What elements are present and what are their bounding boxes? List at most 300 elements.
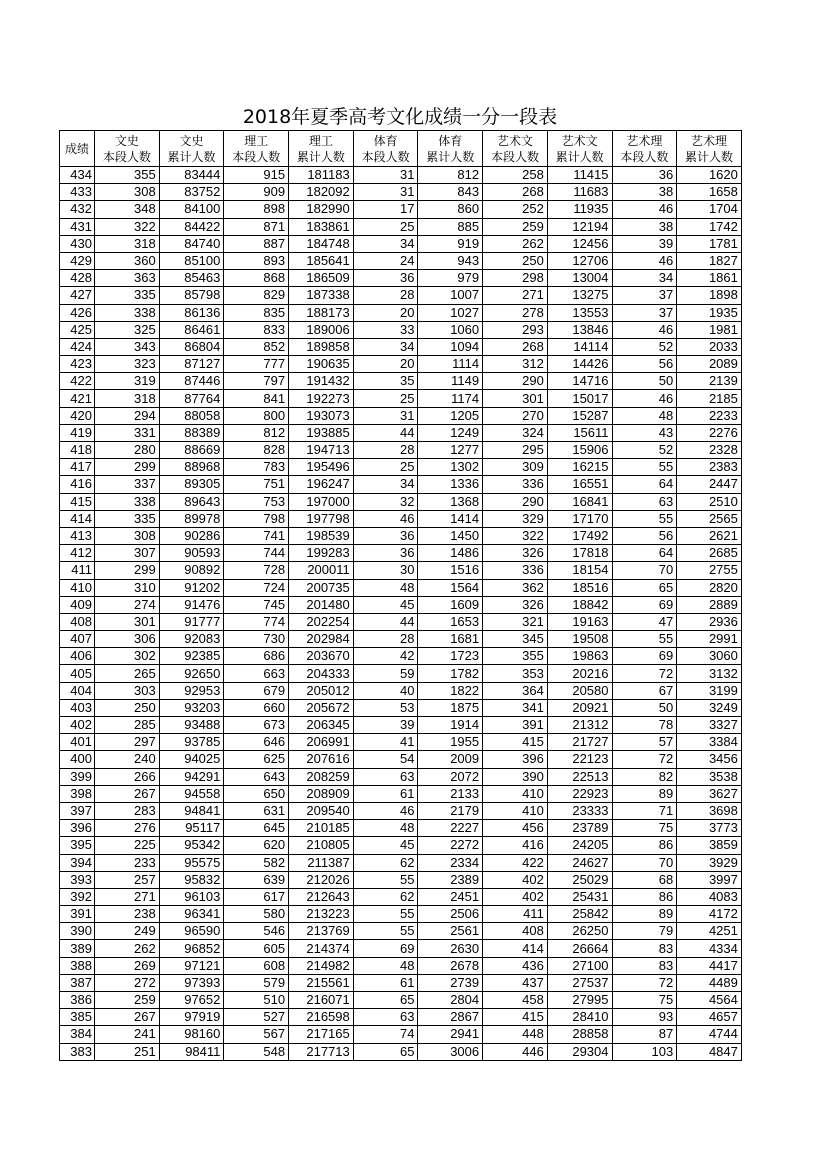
- count-cell: 297: [95, 734, 160, 751]
- table-body: [60, 167, 742, 1061]
- count-cell: 362: [483, 579, 548, 596]
- count-cell: 84100: [159, 201, 224, 218]
- count-cell: 61: [353, 974, 418, 991]
- count-cell: 36: [353, 527, 418, 544]
- count-cell: 36: [612, 167, 677, 184]
- count-cell: 835: [224, 304, 289, 321]
- count-cell: 37: [612, 304, 677, 321]
- count-cell: 24205: [547, 837, 612, 854]
- count-cell: 90286: [159, 527, 224, 544]
- count-cell: 355: [95, 167, 160, 184]
- count-cell: 23333: [547, 802, 612, 819]
- count-cell: 15017: [547, 390, 612, 407]
- count-cell: 29304: [547, 1043, 612, 1060]
- count-cell: 3199: [677, 682, 742, 699]
- count-cell: 355: [483, 648, 548, 665]
- count-cell: 620: [224, 837, 289, 854]
- count-cell: 34: [353, 476, 418, 493]
- count-cell: 267: [95, 785, 160, 802]
- count-cell: 44: [353, 424, 418, 441]
- count-cell: 336: [483, 476, 548, 493]
- count-cell: 19508: [547, 631, 612, 648]
- count-cell: 46: [612, 252, 677, 269]
- count-cell: 238: [95, 906, 160, 923]
- count-cell: 617: [224, 888, 289, 905]
- count-cell: 88669: [159, 442, 224, 459]
- table-row: [60, 476, 742, 493]
- count-cell: 22923: [547, 785, 612, 802]
- count-cell: 257: [95, 871, 160, 888]
- column-header-label: 累计人数: [167, 149, 216, 164]
- table-row: [60, 940, 742, 957]
- count-cell: 741: [224, 527, 289, 544]
- count-cell: 728: [224, 562, 289, 579]
- table-row: [60, 562, 742, 579]
- count-cell: 290: [483, 493, 548, 510]
- score-cell: 394: [60, 854, 95, 871]
- count-cell: 96590: [159, 923, 224, 940]
- count-cell: 84422: [159, 218, 224, 235]
- count-cell: 1302: [418, 459, 483, 476]
- count-cell: 86461: [159, 321, 224, 338]
- column-header-group: 艺术理: [691, 133, 728, 148]
- score-cell: 383: [60, 1043, 95, 1060]
- score-cell: 420: [60, 407, 95, 424]
- count-cell: 44: [353, 613, 418, 630]
- score-cell: 400: [60, 751, 95, 768]
- count-cell: 415: [483, 734, 548, 751]
- count-cell: 69: [353, 940, 418, 957]
- count-cell: 205672: [289, 699, 354, 716]
- count-cell: 65: [353, 1043, 418, 1060]
- count-cell: 97121: [159, 957, 224, 974]
- score-cell: 391: [60, 906, 95, 923]
- score-cell: 406: [60, 648, 95, 665]
- count-cell: 943: [418, 252, 483, 269]
- count-cell: 3997: [677, 871, 742, 888]
- count-cell: 2506: [418, 906, 483, 923]
- count-cell: 1094: [418, 338, 483, 355]
- count-cell: 199283: [289, 545, 354, 562]
- count-cell: 348: [95, 201, 160, 218]
- count-cell: 2630: [418, 940, 483, 957]
- count-cell: 195496: [289, 459, 354, 476]
- count-cell: 745: [224, 596, 289, 613]
- count-cell: 12194: [547, 218, 612, 235]
- count-cell: 216071: [289, 992, 354, 1009]
- count-cell: 55: [612, 510, 677, 527]
- count-cell: 25842: [547, 906, 612, 923]
- count-cell: 27537: [547, 974, 612, 991]
- count-cell: 212643: [289, 888, 354, 905]
- count-cell: 90593: [159, 545, 224, 562]
- count-cell: 2867: [418, 1009, 483, 1026]
- score-cell: 388: [60, 957, 95, 974]
- count-cell: 38: [612, 218, 677, 235]
- count-cell: 28410: [547, 1009, 612, 1026]
- count-cell: 72: [612, 974, 677, 991]
- count-cell: 298: [483, 270, 548, 287]
- count-cell: 103: [612, 1043, 677, 1060]
- score-cell: 426: [60, 304, 95, 321]
- count-cell: 3538: [677, 768, 742, 785]
- count-cell: 13004: [547, 270, 612, 287]
- count-cell: 210185: [289, 820, 354, 837]
- count-cell: 408: [483, 923, 548, 940]
- score-cell: 405: [60, 665, 95, 682]
- count-cell: 85100: [159, 252, 224, 269]
- table-row: [60, 493, 742, 510]
- count-cell: 97919: [159, 1009, 224, 1026]
- score-cell: 402: [60, 717, 95, 734]
- count-cell: 3327: [677, 717, 742, 734]
- count-cell: 1981: [677, 321, 742, 338]
- count-cell: 35: [353, 373, 418, 390]
- table-row: [60, 338, 742, 355]
- count-cell: 69: [612, 648, 677, 665]
- table-row: [60, 648, 742, 665]
- count-cell: 2561: [418, 923, 483, 940]
- score-cell: 390: [60, 923, 95, 940]
- column-header-label: 成绩: [64, 141, 89, 156]
- count-cell: 268: [483, 184, 548, 201]
- count-cell: 1516: [418, 562, 483, 579]
- count-cell: 203670: [289, 648, 354, 665]
- count-cell: 329: [483, 510, 548, 527]
- count-cell: 1609: [418, 596, 483, 613]
- count-cell: 78: [612, 717, 677, 734]
- count-cell: 302: [95, 648, 160, 665]
- count-cell: 91202: [159, 579, 224, 596]
- column-header: [547, 131, 612, 167]
- score-cell: 385: [60, 1009, 95, 1026]
- count-cell: 55: [353, 923, 418, 940]
- score-cell: 410: [60, 579, 95, 596]
- column-header-group: 艺术文: [561, 133, 598, 148]
- count-cell: 294: [95, 407, 160, 424]
- score-cell: 413: [60, 527, 95, 544]
- score-cell: 412: [60, 545, 95, 562]
- count-cell: 31: [353, 167, 418, 184]
- count-cell: 89978: [159, 510, 224, 527]
- count-cell: 95832: [159, 871, 224, 888]
- count-cell: 266: [95, 768, 160, 785]
- count-cell: 202984: [289, 631, 354, 648]
- count-cell: 211387: [289, 854, 354, 871]
- count-cell: 97652: [159, 992, 224, 1009]
- count-cell: 94291: [159, 768, 224, 785]
- count-cell: 216598: [289, 1009, 354, 1026]
- score-cell: 414: [60, 510, 95, 527]
- table-row: [60, 802, 742, 819]
- count-cell: 915: [224, 167, 289, 184]
- table-row: [60, 1043, 742, 1060]
- count-cell: 345: [483, 631, 548, 648]
- count-cell: 285: [95, 717, 160, 734]
- count-cell: 12456: [547, 235, 612, 252]
- column-header-label: 本段人数: [361, 149, 410, 164]
- table-row: [60, 218, 742, 235]
- count-cell: 402: [483, 871, 548, 888]
- count-cell: 265: [95, 665, 160, 682]
- count-cell: 898: [224, 201, 289, 218]
- count-cell: 1955: [418, 734, 483, 751]
- count-cell: 410: [483, 802, 548, 819]
- count-cell: 16215: [547, 459, 612, 476]
- count-cell: 11683: [547, 184, 612, 201]
- count-cell: 56: [612, 356, 677, 373]
- count-cell: 645: [224, 820, 289, 837]
- count-cell: 89: [612, 785, 677, 802]
- count-cell: 26250: [547, 923, 612, 940]
- count-cell: 28: [353, 287, 418, 304]
- count-cell: 774: [224, 613, 289, 630]
- table-row: [60, 596, 742, 613]
- count-cell: 21312: [547, 717, 612, 734]
- count-cell: 94025: [159, 751, 224, 768]
- count-cell: 650: [224, 785, 289, 802]
- count-cell: 295: [483, 442, 548, 459]
- count-cell: 410: [483, 785, 548, 802]
- count-cell: 37: [612, 287, 677, 304]
- count-cell: 194713: [289, 442, 354, 459]
- count-cell: 27995: [547, 992, 612, 1009]
- count-cell: 92650: [159, 665, 224, 682]
- count-cell: 83: [612, 957, 677, 974]
- count-cell: 64: [612, 545, 677, 562]
- count-cell: 267: [95, 1009, 160, 1026]
- count-cell: 85798: [159, 287, 224, 304]
- column-header-label: 本段人数: [102, 149, 151, 164]
- column-header: [60, 131, 95, 167]
- count-cell: 331: [95, 424, 160, 441]
- count-cell: 580: [224, 906, 289, 923]
- count-cell: 210805: [289, 837, 354, 854]
- count-cell: 276: [95, 820, 160, 837]
- count-cell: 323: [95, 356, 160, 373]
- count-cell: 212026: [289, 871, 354, 888]
- count-cell: 2072: [418, 768, 483, 785]
- count-cell: 1658: [677, 184, 742, 201]
- score-cell: 429: [60, 252, 95, 269]
- count-cell: 71: [612, 802, 677, 819]
- count-cell: 182990: [289, 201, 354, 218]
- count-cell: 96341: [159, 906, 224, 923]
- count-cell: 871: [224, 218, 289, 235]
- table-row: [60, 1026, 742, 1043]
- count-cell: 65: [612, 579, 677, 596]
- count-cell: 91476: [159, 596, 224, 613]
- count-cell: 411: [483, 906, 548, 923]
- count-cell: 416: [483, 837, 548, 854]
- count-cell: 214982: [289, 957, 354, 974]
- count-cell: 643: [224, 768, 289, 785]
- count-cell: 43: [612, 424, 677, 441]
- score-cell: 417: [60, 459, 95, 476]
- score-cell: 386: [60, 992, 95, 1009]
- count-cell: 82: [612, 768, 677, 785]
- table-row: [60, 167, 742, 184]
- count-cell: 259: [483, 218, 548, 235]
- count-cell: 31: [353, 407, 418, 424]
- count-cell: 32: [353, 493, 418, 510]
- column-header: [95, 131, 160, 167]
- column-header-group: 艺术文: [496, 133, 533, 148]
- score-cell: 409: [60, 596, 95, 613]
- count-cell: 34: [353, 235, 418, 252]
- count-cell: 1781: [677, 235, 742, 252]
- count-cell: 290: [483, 373, 548, 390]
- count-cell: 3006: [418, 1043, 483, 1060]
- count-cell: 204333: [289, 665, 354, 682]
- count-cell: 19863: [547, 648, 612, 665]
- column-header-label: 本段人数: [490, 149, 539, 164]
- count-cell: 46: [612, 321, 677, 338]
- count-cell: 45: [353, 837, 418, 854]
- count-cell: 95342: [159, 837, 224, 854]
- column-header-group: 体育: [438, 133, 463, 148]
- score-cell: 418: [60, 442, 95, 459]
- count-cell: 456: [483, 820, 548, 837]
- table-row: [60, 785, 742, 802]
- count-cell: 209540: [289, 802, 354, 819]
- count-cell: 2133: [418, 785, 483, 802]
- count-cell: 63: [353, 1009, 418, 1026]
- count-cell: 30: [353, 562, 418, 579]
- count-cell: 189006: [289, 321, 354, 338]
- count-cell: 57: [612, 734, 677, 751]
- count-cell: 215561: [289, 974, 354, 991]
- score-cell: 395: [60, 837, 95, 854]
- count-cell: 605: [224, 940, 289, 957]
- column-header-label: 累计人数: [555, 149, 604, 164]
- count-cell: 446: [483, 1043, 548, 1060]
- count-cell: 62: [353, 888, 418, 905]
- count-cell: 2009: [418, 751, 483, 768]
- count-cell: 28: [353, 442, 418, 459]
- count-cell: 322: [483, 527, 548, 544]
- column-header-group: 文史: [179, 133, 204, 148]
- count-cell: 61: [353, 785, 418, 802]
- count-cell: 527: [224, 1009, 289, 1026]
- count-cell: 2941: [418, 1026, 483, 1043]
- table-row: [60, 252, 742, 269]
- count-cell: 309: [483, 459, 548, 476]
- count-cell: 546: [224, 923, 289, 940]
- count-cell: 15611: [547, 424, 612, 441]
- count-cell: 24: [353, 252, 418, 269]
- count-cell: 338: [95, 493, 160, 510]
- count-cell: 4744: [677, 1026, 742, 1043]
- count-cell: 353: [483, 665, 548, 682]
- count-cell: 852: [224, 338, 289, 355]
- count-cell: 70: [612, 562, 677, 579]
- count-cell: 2334: [418, 854, 483, 871]
- count-cell: 278: [483, 304, 548, 321]
- count-cell: 335: [95, 287, 160, 304]
- count-cell: 812: [224, 424, 289, 441]
- table-row: [60, 631, 742, 648]
- score-cell: 425: [60, 321, 95, 338]
- count-cell: 193885: [289, 424, 354, 441]
- count-cell: 2272: [418, 837, 483, 854]
- count-cell: 1653: [418, 613, 483, 630]
- count-cell: 2233: [677, 407, 742, 424]
- table-row: [60, 407, 742, 424]
- table-row: [60, 201, 742, 218]
- count-cell: 75: [612, 820, 677, 837]
- score-cell: 401: [60, 734, 95, 751]
- count-cell: 85463: [159, 270, 224, 287]
- count-cell: 25: [353, 218, 418, 235]
- count-cell: 95117: [159, 820, 224, 837]
- count-cell: 308: [95, 184, 160, 201]
- count-cell: 185641: [289, 252, 354, 269]
- count-cell: 2383: [677, 459, 742, 476]
- count-cell: 46: [353, 510, 418, 527]
- count-cell: 23789: [547, 820, 612, 837]
- count-cell: 93488: [159, 717, 224, 734]
- count-cell: 52: [612, 442, 677, 459]
- count-cell: 887: [224, 235, 289, 252]
- table-row: [60, 768, 742, 785]
- count-cell: 1914: [418, 717, 483, 734]
- count-cell: 13275: [547, 287, 612, 304]
- count-cell: 18154: [547, 562, 612, 579]
- count-cell: 2889: [677, 596, 742, 613]
- count-cell: 197798: [289, 510, 354, 527]
- count-cell: 17818: [547, 545, 612, 562]
- count-cell: 83: [612, 940, 677, 957]
- column-header-label: 本段人数: [232, 149, 281, 164]
- count-cell: 28: [353, 631, 418, 648]
- count-cell: 40: [353, 682, 418, 699]
- count-cell: 390: [483, 768, 548, 785]
- column-header: [289, 131, 354, 167]
- count-cell: 22513: [547, 768, 612, 785]
- count-cell: 97393: [159, 974, 224, 991]
- count-cell: 240: [95, 751, 160, 768]
- table-row: [60, 545, 742, 562]
- count-cell: 217165: [289, 1026, 354, 1043]
- count-cell: 90892: [159, 562, 224, 579]
- table-row: [60, 854, 742, 871]
- count-cell: 21727: [547, 734, 612, 751]
- count-cell: 271: [483, 287, 548, 304]
- count-cell: 84740: [159, 235, 224, 252]
- column-header-group: 理工: [244, 133, 269, 148]
- count-cell: 336: [483, 562, 548, 579]
- count-cell: 93: [612, 1009, 677, 1026]
- count-cell: 1249: [418, 424, 483, 441]
- count-cell: 1450: [418, 527, 483, 544]
- table-row: [60, 888, 742, 905]
- count-cell: 1875: [418, 699, 483, 716]
- count-cell: 364: [483, 682, 548, 699]
- count-cell: 510: [224, 992, 289, 1009]
- count-cell: 2991: [677, 631, 742, 648]
- score-cell: 422: [60, 373, 95, 390]
- count-cell: 86136: [159, 304, 224, 321]
- count-cell: 13846: [547, 321, 612, 338]
- count-cell: 52: [612, 338, 677, 355]
- count-cell: 548: [224, 1043, 289, 1060]
- count-cell: 2328: [677, 442, 742, 459]
- count-cell: 72: [612, 751, 677, 768]
- count-cell: 88058: [159, 407, 224, 424]
- score-distribution-table: [59, 130, 742, 1061]
- count-cell: 55: [353, 906, 418, 923]
